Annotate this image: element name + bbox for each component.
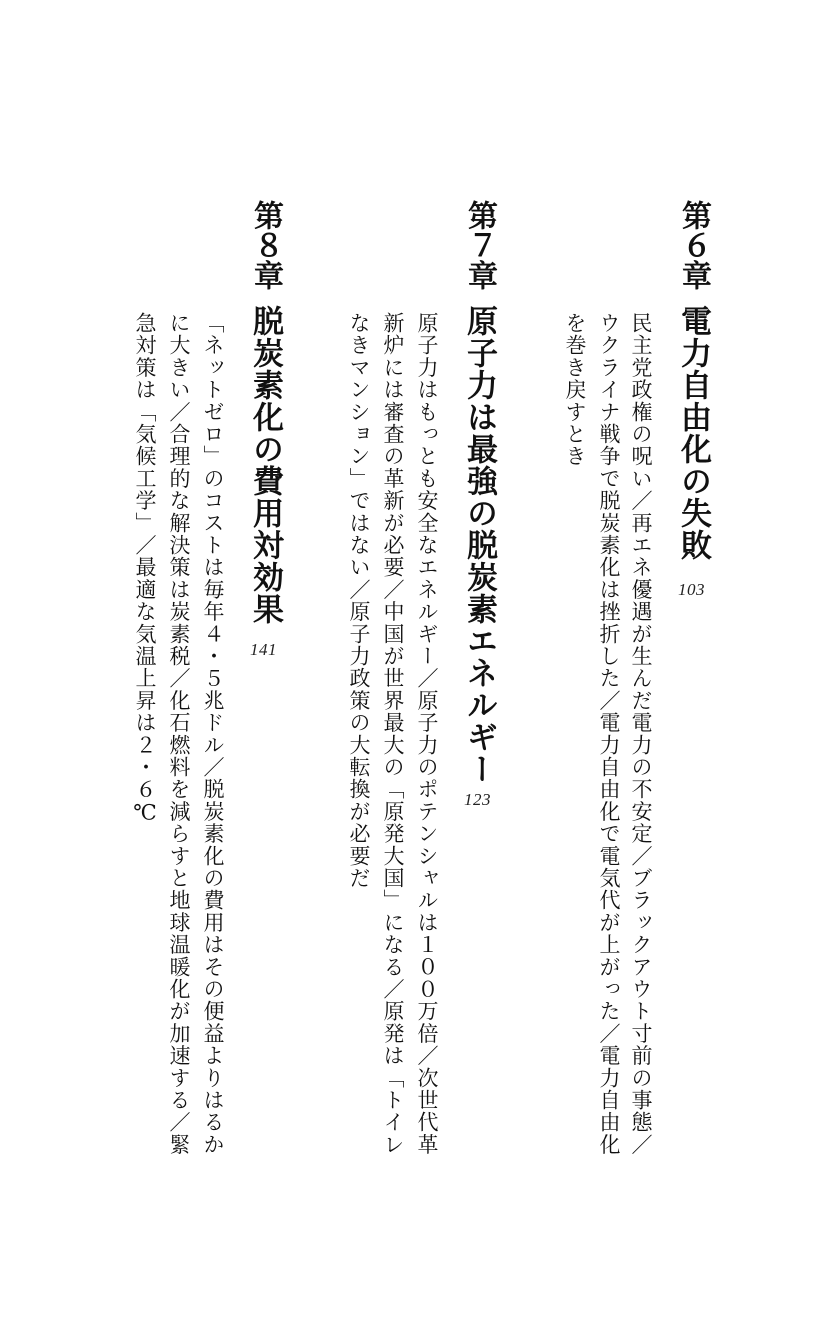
chapter-8-page-number: 141: [250, 640, 277, 659]
chapter-8-title: 脱炭素化の費用対効果: [247, 305, 283, 625]
chapter-8-label: 第８章: [248, 200, 283, 290]
chapter-6-description-line-2: ウクライナ戦争で脱炭素化は挫折した／電力自由化で電気代が上がった／電力自由化: [597, 312, 621, 1156]
chapter-7-title: 原子力は最強の脱炭素エネルギー: [461, 305, 497, 785]
chapter-6-title: 電力自由化の失敗: [675, 305, 711, 561]
chapter-7-label: 第７章: [462, 200, 497, 290]
chapter-7-description-line-1: 原子力はもっとも安全なエネルギー／原子力のポテンシャルは１００万倍／次世代革: [415, 312, 439, 1156]
chapter-6-description-line-3: を巻き戻すとき: [563, 312, 587, 468]
chapter-6-page-number: 103: [678, 580, 705, 599]
chapter-7-page-number: 123: [464, 790, 491, 809]
chapter-8-description-line-3: 急対策は「気候工学」／最適な気温上昇は２・６℃: [133, 312, 157, 826]
chapter-6-label: 第６章: [676, 200, 711, 290]
chapter-6-description-line-1: 民主党政権の呪い／再エネ優遇が生んだ電力の不安定／ブラックアウト寸前の事態／: [629, 312, 653, 1156]
chapter-8-description-line-2: に大きい／合理的な解決策は炭素税／化石燃料を減らすと地球温暖化が加速する／緊: [167, 312, 191, 1156]
chapter-7-description-line-2: 新炉には審査の革新が必要／中国が世界最大の「原発大国」になる／原発は「トイレ: [381, 312, 405, 1156]
chapter-8-description-line-1: 「ネットゼロ」のコストは毎年４・５兆ドル／脱炭素化の費用はその便益よりはるか: [201, 312, 225, 1156]
chapter-7-description-line-3: なきマンション」ではない／原子力政策の大転換が必要だ: [347, 312, 371, 890]
